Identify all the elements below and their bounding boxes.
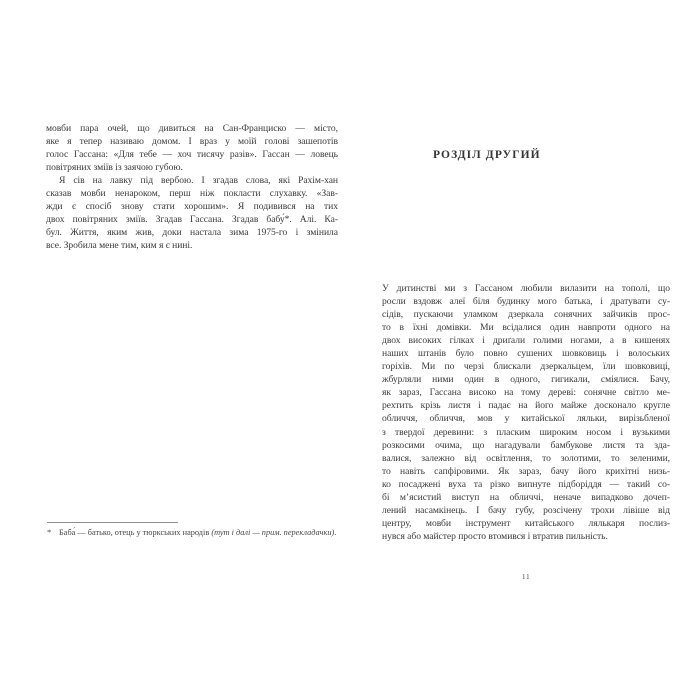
text-line: рехтить крізь листя і падає на його майже досконало кругле <box>382 400 670 412</box>
footnote <box>47 527 339 538</box>
footnote-rule <box>47 522 178 523</box>
text-line: двох високих гілках і дриґали голими ногами, а в кишенях <box>382 335 670 347</box>
text-line: лений насамкінець. І бачу губу, розсічену трохи лівіше від <box>382 504 670 516</box>
text-line: сказав мовби ненароком, перш ніж покласти слухавку. «Зав- <box>46 188 338 200</box>
text-line: горіхів. Ми по черзі блискали дзеркальцем, їли шовковиці, <box>382 361 670 373</box>
text-line: бі м’ясистий виступ на обличчі, неначе випадково дочеп- <box>382 491 670 503</box>
text-line: то навіть сапфіровими. Як зараз, бачу його крихітні низь- <box>382 465 670 477</box>
text-line: все. Зробила мене тим, ким я є нині. <box>46 240 193 252</box>
text-line: сідів, пускаючи уламком дзеркала сонячних зайчиків прос- <box>382 309 670 321</box>
text-line: з твердої деревини: з пласким широким носом і вузькими <box>382 426 670 438</box>
text-line: жбурляли ними один в одного, гигикали, сміялися. Бачу, <box>382 374 670 386</box>
text-line: повітряних зміїв із заячою губою. <box>46 162 183 174</box>
left-page-text <box>46 122 338 252</box>
text-line: нувся або майстер просто втомився і втратив пильність. <box>382 530 608 542</box>
footnote-text-suffix: . <box>334 528 337 537</box>
footnote-marker: * <box>47 527 52 537</box>
text-line: то в їхні домівки. Ми всідалися один навпроти одного на <box>382 322 670 334</box>
text-line: мовби пара очей, що дивиться на Сан-Франциско — місто, <box>46 123 338 134</box>
text-line: обличчя, обличчя, мов у китайської ляльки, вирізьбленої <box>382 413 670 425</box>
text-line: жди є спосіб знову стати хорошим». Я подивився на тих <box>46 201 338 213</box>
text-line: наших штанів було повно сушених шовковиць і волоських <box>382 348 670 360</box>
footnote-text-italic: (тут і далі — прим. перекладачки) <box>211 528 335 537</box>
text-line: розкосими очима, що нагадували бамбукове листя та зда- <box>382 439 670 451</box>
text-line: Я сів на лавку під вербою. І згадав слова, які Рахім-хан <box>59 175 338 187</box>
text-line: двох повітряних зміїв. Згадав Гассана. Згадав бабу́*. Алі. Ка- <box>46 214 338 226</box>
text-line: бул. Життя, яким жив, доки настала зима 1975-го і змінила <box>46 227 338 239</box>
paragraph <box>46 174 338 252</box>
text-line: яке я тепер називаю домом. І враз у моїй голові зашепотів <box>46 136 338 148</box>
paragraph <box>46 122 338 174</box>
text-line: як зараз, Гассана високо на тому дереві: сонячне світло ме- <box>382 387 670 399</box>
text-line: центру, мовби інструмент китайського лялькаря послиз- <box>382 517 670 529</box>
text-line: валися, залежно від освітлення, то золотими, то зеленими, <box>382 452 670 464</box>
text-line: росли вздовж алеї біля будинку мого батька, і дратувати су- <box>382 296 670 308</box>
paragraph <box>382 282 670 543</box>
page-number: 11 <box>521 572 531 581</box>
text-line: голос Гассана: «Для тебе — хоч тисячу разів». Гассан — ловець <box>46 149 338 161</box>
chapter-heading: РОЗДІЛ ДРУГИЙ <box>433 149 541 161</box>
footnote-text-regular: Баба́ — батько, отець у тюркських народів <box>59 528 212 537</box>
text-line: У дитинстві ми з Гассаном любили вилазити на тополі, що <box>382 283 670 294</box>
text-line: ко посаджені вуха та різко випнуте підборіддя — такий со- <box>382 478 670 490</box>
right-page-text <box>382 282 670 543</box>
